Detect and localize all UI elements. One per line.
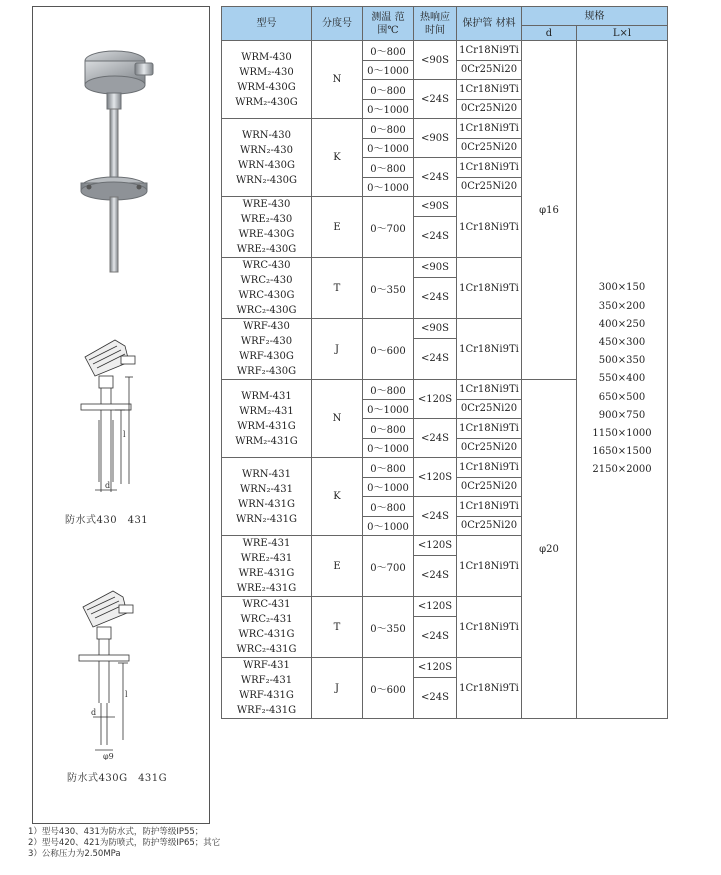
model-name: WRE₂-430G [236,244,297,255]
header-d: d [522,26,577,41]
response-cell: <24S [414,80,457,119]
response-cell: <90S [414,319,457,339]
dim-d-label-2: d [91,708,97,717]
division-cell: J [312,319,363,380]
range-cell: 0～1000 [363,99,414,119]
length-value: 650×500 [598,391,646,403]
model-cell [222,119,312,197]
range-cell: 0～800 [363,41,414,61]
model-name: WRC₂-431G [236,644,297,655]
material-cell: 1Cr18Ni9Ti [457,258,522,319]
diameter-cell: φ16 [522,41,577,380]
header-division: 分度号 [312,7,363,41]
model-name: WRM-431G [237,420,296,432]
model-name: WRN-430G [237,159,295,171]
response-cell: <24S [414,277,457,319]
range-cell: 0～1000 [363,138,414,158]
length-value: 400×250 [598,318,646,330]
dim-phi-label: φ9 [103,752,114,760]
dim-d-label: d [105,481,111,490]
range-cell: 0～700 [363,197,414,258]
division-cell: T [312,258,363,319]
material-cell: 0Cr25Ni20 [457,477,522,497]
length-value: 900×750 [598,409,646,421]
material-cell: 1Cr18Ni9Ti [457,380,522,400]
range-cell: 0～1000 [363,177,414,197]
model-name: WRE₂-431G [236,583,297,594]
material-cell: 0Cr25Ni20 [457,60,522,80]
division-cell: N [312,380,363,458]
response-cell: <24S [414,497,457,536]
table-row [222,41,668,61]
response-cell: <120S [414,458,457,497]
model-name: WRF₂-430 [240,336,293,347]
diameter-cell: φ20 [522,380,577,719]
material-cell: 1Cr18Ni9Ti [457,419,522,439]
model-name: WRN-430 [241,129,292,141]
model-name: WRM₂-431G [235,435,298,447]
length-value: 550×400 [598,373,646,385]
model-name: WRE₂-431 [240,553,293,564]
material-cell: 1Cr18Ni9Ti [457,119,522,139]
model-cell [222,458,312,536]
drawing-430-431 [33,332,209,492]
response-cell: <90S [414,258,457,278]
range-cell: 0～800 [363,380,414,400]
range-cell: 0～350 [363,258,414,319]
model-name: WRM-430G [237,81,296,93]
model-name: WRM₂-430G [235,96,298,108]
material-cell: 1Cr18Ni9Ti [457,458,522,478]
range-cell: 0～800 [363,80,414,100]
material-cell: 1Cr18Ni9Ti [457,597,522,658]
model-name: WRC₂-431 [240,614,293,625]
model-name: WRN-431G [237,498,295,510]
range-cell: 0～1000 [363,477,414,497]
material-cell: 1Cr18Ni9Ti [457,319,522,380]
model-name: WRF-431 [243,660,290,671]
material-cell: 0Cr25Ni20 [457,516,522,536]
material-cell: 0Cr25Ni20 [457,177,522,197]
figure-panel [32,6,210,824]
response-cell: <120S [414,597,457,617]
model-name: WRF-430G [239,351,294,362]
thermocouple-photo [33,47,209,312]
response-cell: <24S [414,338,457,380]
length-value: 500×350 [598,355,646,367]
model-name: WRC-430G [238,290,295,301]
response-cell: <24S [414,616,457,658]
division-cell: K [312,119,363,197]
division-cell: E [312,536,363,597]
model-name: WRE-430G [238,229,295,240]
response-cell: <120S [414,658,457,678]
model-name: WRF₂-430G [236,366,297,377]
drawing-430g-431g [33,585,209,760]
material-cell: 0Cr25Ni20 [457,438,522,458]
model-name: WRM-431 [241,390,292,402]
material-cell: 1Cr18Ni9Ti [457,80,522,100]
response-cell: <90S [414,119,457,158]
material-cell: 1Cr18Ni9Ti [457,158,522,178]
model-cell [222,597,312,658]
model-name: WRM₂-430 [239,66,294,78]
model-name: WRF-431G [239,690,294,701]
header-lxl: L×l [577,26,668,41]
model-name: WRC₂-430 [240,275,293,286]
range-cell: 0～1000 [363,399,414,419]
material-cell: 1Cr18Ni9Ti [457,497,522,517]
model-name: WRE-431 [242,538,291,549]
material-cell: 1Cr18Ni9Ti [457,658,522,719]
material-cell: 0Cr25Ni20 [457,99,522,119]
response-cell: <90S [414,41,457,80]
header-spec: 规格 [522,7,668,26]
model-name: WRE-431G [238,568,295,579]
response-cell: <24S [414,555,457,597]
model-name: WRF-430 [243,321,290,332]
model-name: WRF₂-431 [240,675,293,686]
model-cell [222,536,312,597]
range-cell: 0～1000 [363,516,414,536]
range-cell: 0～800 [363,458,414,478]
header-model: 型号 [222,7,312,41]
response-cell: <120S [414,380,457,419]
model-cell [222,197,312,258]
length-value: 450×300 [598,336,646,348]
length-value: 350×200 [598,300,646,312]
length-value: 1650×1500 [592,446,652,458]
material-cell: 1Cr18Ni9Ti [457,41,522,61]
model-cell [222,380,312,458]
division-cell: E [312,197,363,258]
model-name: WRM-430 [241,51,292,63]
model-name: WRN₂-430G [235,174,298,186]
range-cell: 0～800 [363,119,414,139]
note-1: 1）型号430、431为防水式，防护等级IP55； [28,827,204,837]
dim-l-label: l [123,430,126,439]
response-cell: <24S [414,216,457,258]
model-name: WRC-431G [238,629,295,640]
response-cell: <90S [414,197,457,217]
material-cell: 1Cr18Ni9Ti [457,197,522,258]
model-name: WRN₂-430 [239,144,294,156]
model-name: WRN₂-431 [239,483,294,495]
division-cell: K [312,458,363,536]
division-cell: T [312,597,363,658]
notes [28,827,220,860]
model-name: WRF₂-431G [236,705,297,716]
model-cell [222,41,312,119]
range-cell: 0～800 [363,158,414,178]
range-cell: 0～800 [363,497,414,517]
model-name: WRE-430 [242,199,291,210]
model-name: WRN₂-431G [235,513,298,525]
caption-fig-430-431: 防水式430 431 [65,515,149,526]
model-name: WRE₂-430 [240,214,293,225]
response-cell: <24S [414,158,457,197]
note-2: 2）型号420、421为防喷式，防护等级IP65；其它 [28,838,221,848]
dim-l-label-2: l [125,690,128,699]
length-value: 1150×1000 [592,428,652,439]
model-cell [222,658,312,719]
length-value: 2150×2000 [592,464,652,476]
range-cell: 0～350 [363,597,414,658]
caption-fig-430g-431g: 防水式430G 431G [67,773,168,784]
range-cell: 0～600 [363,658,414,719]
header-sheath: 保护管 材料 [457,7,522,41]
spec-table-body [222,41,668,719]
model-name: WRM₂-431 [239,405,294,417]
material-cell: 0Cr25Ni20 [457,138,522,158]
response-cell: <24S [414,419,457,458]
model-name: WRC-430 [242,260,291,271]
spec-table [221,6,668,719]
range-cell: 0～700 [363,536,414,597]
division-cell: J [312,658,363,719]
division-cell: N [312,41,363,119]
length-value: 300×150 [598,282,646,294]
range-cell: 0～600 [363,319,414,380]
model-name: WRN-431 [241,468,292,480]
header-response: 热响应 时间 [414,7,457,41]
model-name: WRC₂-430G [236,305,297,316]
length-cell [577,41,668,719]
range-cell: 0～1000 [363,60,414,80]
range-cell: 0～800 [363,419,414,439]
material-cell: 0Cr25Ni20 [457,399,522,419]
model-name: WRC-431 [242,599,291,610]
header-range: 测温 范围℃ [363,7,414,41]
note-3: 3）公称压力为2.50MPa [28,849,121,859]
model-cell [222,258,312,319]
response-cell: <120S [414,536,457,556]
range-cell: 0～1000 [363,438,414,458]
response-cell: <24S [414,677,457,719]
material-cell: 1Cr18Ni9Ti [457,536,522,597]
model-cell [222,319,312,380]
